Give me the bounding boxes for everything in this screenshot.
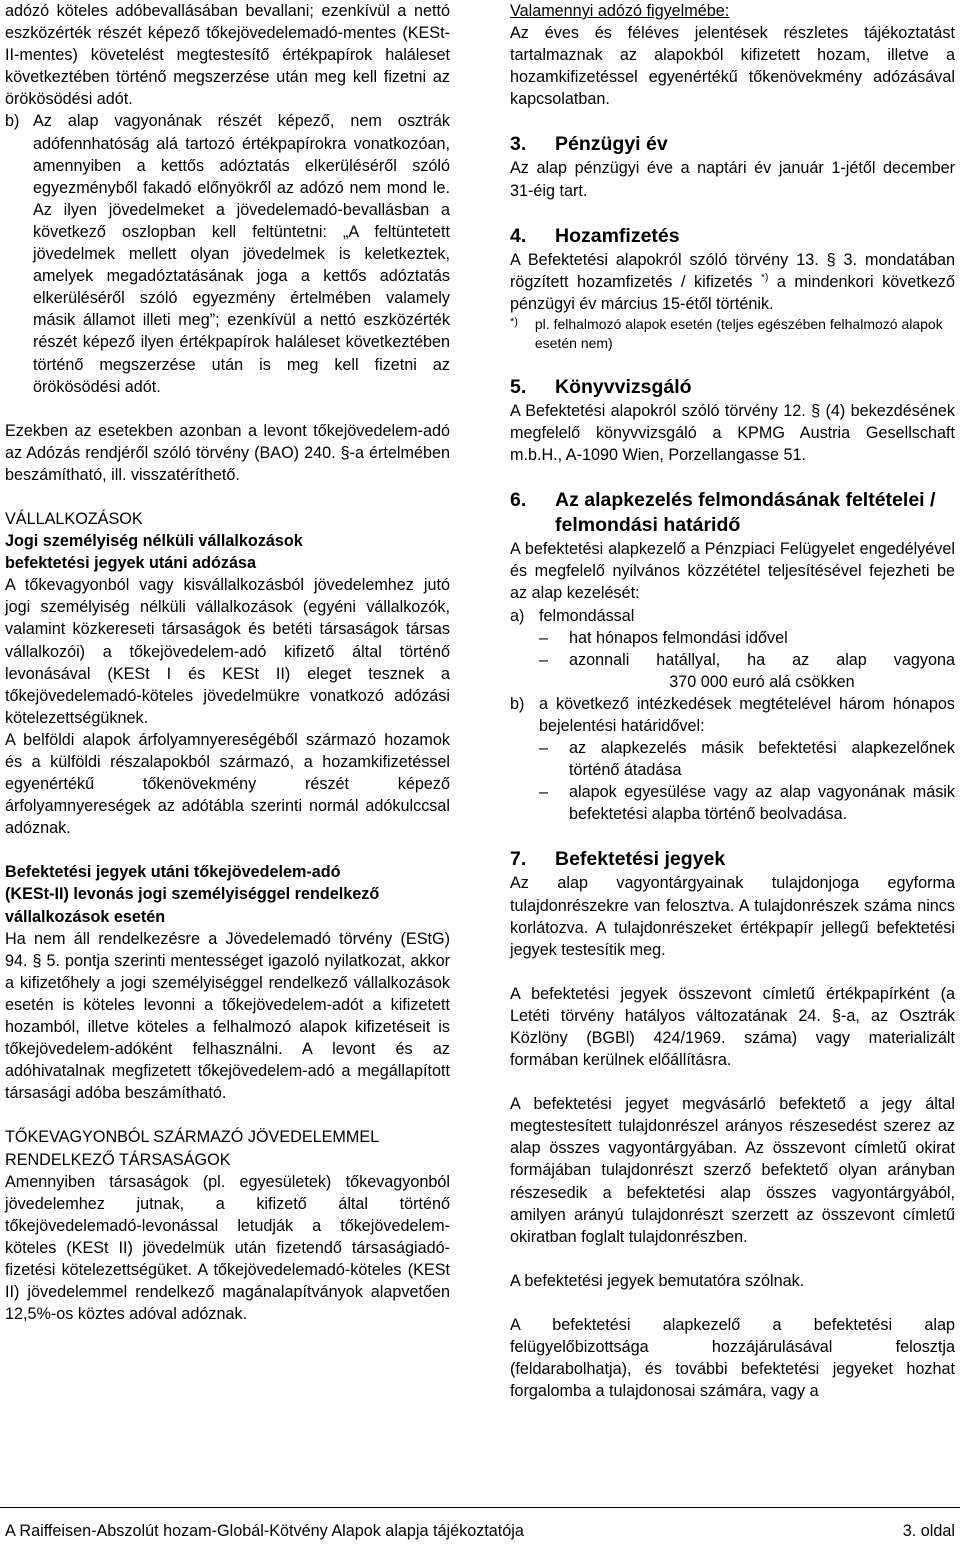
heading-tarsasagok-1: TŐKEVAGYONBÓL SZÁRMAZÓ JÖVEDELEMMEL — [5, 1128, 380, 1147]
paragraph-intro: adózó köteles adóbevallásában bevallani; ezenkívül a nettó eszközérték részét képező tőkejövedelemadó-mentes (KESt-II-mentes) követelést megtestesítő értékpapírok haláleset következtében történő megszerzése után meg kell fizetni az örökösödési adót. — [5, 2, 450, 109]
paragraph-b: Az alap vagyonának részét képező, nem osztrák adófennhatóság alá tartozó értékpapírokra vonatkozóan, amennyiben a kettős adóztatás elkerüléséről szóló egyezményből fakadó előnyökről az adózó nem mond le. Az ilyen jövedelmeket a jövedelemadó-bevallásban a következő oszlopban kell feltüntetni: „A feltüntetett jövedelmek mellett olyan jövedelmek is keletkeztek, amelyek megadóztatásának joga a kettős adóztatás elkerüléséről szóló egyezmény értelmében valamely másik államot illeti meg”; ezenkívül a nettó eszközérték részét képező ilyen értékpapírok haláleset következtében történő megszerzése után is meg kell fizetni az örökösödési adót. — [33, 112, 450, 396]
list-text-b-right: a következő intézkedések megtételével három hónapos bejelentési határidővel: — [539, 694, 955, 735]
heading-kest-3: vállalkozások esetén — [5, 907, 166, 926]
footnote-marker: *) — [761, 272, 769, 284]
section-4-text-a: A Befektetési alapokról szóló törvény 13. § 3. mondatában rögzített hozamfizetés / kifizetés — [510, 250, 955, 291]
section-7-number: 7. — [510, 848, 527, 871]
list-dash-item — [510, 737, 955, 781]
page-number: 3. oldal — [902, 1522, 955, 1540]
section-3-heading — [510, 132, 955, 157]
paragraph-section-4 — [510, 249, 955, 315]
section-6-heading — [510, 488, 955, 538]
section-3-title: Pénzügyi év — [555, 133, 668, 156]
footnote — [510, 315, 955, 353]
dash-bullet: – — [539, 739, 549, 758]
dash-text-line-1: azonnali hatállyal, ha az alap vagyona — [569, 650, 955, 669]
subheading-vallalkozasok-2: befektetési jegyek utáni adózása — [5, 554, 257, 573]
section-4-heading — [510, 224, 955, 249]
section-7-title: Befektetési jegyek — [555, 848, 726, 871]
list-text-a: felmondással — [539, 606, 635, 625]
list-label-b: b) — [5, 112, 20, 131]
paragraph-belfoldi: A belföldi alapok árfolyamnyereségéből származó hozamok és a külföldi részalapokból származó, a hozamkifizetéssel egyenértékű tőkenövekmény részét képező árfolyamnyereségek az adótábla szerinti normál adókulccsal adóznak. — [5, 730, 450, 838]
section-4-text-b: a mindenkori következő pénzügyi év március 15-étől történik. — [510, 272, 956, 313]
paragraph-section-5: A Befektetési alapokról szóló törvény 12. § (4) bekezdésének megfelelő könyvvizsgáló a KPMG Austria Gesellschaft m.b.H., A-1090 Wien, Porzellangasse 51. — [510, 401, 955, 465]
paragraph-kest: Ha nem áll rendelkezésre a Jövedelemadó törvény (EStG) 94. § 5. pontja szerinti mentességet igazoló nyilatkozat, akkor a kifizetőhely a jogi személyiséggel rendelkező vállalkozások esetén is köteles levonni a tőkejövedelem-adót a kifizetett hozamból, illetve köteles a felhalmozó alapok kifizetéseit is tőkejövedelem-adóként felhasználni. A levont és az adóhivatalnak megfizetett tőkejövedelem-adó a megállapított társasági adóba beszámítható. — [5, 929, 450, 1103]
list-dash-item — [510, 627, 955, 649]
dash-text: hat hónapos felmondási idővel — [569, 628, 788, 647]
dash-text — [569, 649, 955, 693]
list-label-b-right: b) — [510, 694, 525, 713]
section-7-heading — [510, 847, 955, 872]
heading-kest-2: (KESt-II) levonás jogi személyiséggel rendelkező — [5, 885, 380, 904]
dash-bullet: – — [539, 650, 549, 669]
paragraph-section-7-1: Az alap vagyontárgyainak tulajdonjoga egyforma tulajdonrészekre van felosztva. A tulajdonrészek száma nincs korlátozva. A tulajdonrészeket értékpapír jellegű befektetési jegyek testesítik meg. — [510, 874, 955, 959]
heading-vallalkozasok: VÁLLALKOZÁSOK — [5, 509, 143, 528]
footer-title: A Raiffeisen-Abszolút hozam-Globál-Kötvény Alapok alapja tájékoztatója — [5, 1522, 524, 1540]
list-dash-item — [510, 649, 955, 693]
section-5-title: Könyvvizsgáló — [555, 375, 692, 398]
paragraph-section-7-5: A befektetési alapkezelő a befektetési alap felügyelőbizottsága hozzájárulásával felosztja (feldarabolhatja), és további befektetési jegyeket hozhat forgalomba a tulajdonosai számára, vagy a — [510, 1315, 955, 1401]
paragraph-section-7-4: A befektetési jegyek bemutatóra szólnak. — [510, 1271, 805, 1290]
dash-text: az alapkezelés másik befektetési alapkezelőnek történő átadása — [569, 739, 955, 780]
subheading-vallalkozasok-1: Jogi személyiség nélküli vállalkozások — [5, 532, 303, 551]
section-5-number: 5. — [510, 375, 527, 398]
page-footer — [5, 1521, 955, 1541]
dash-bullet: – — [539, 783, 549, 802]
section-5-heading — [510, 375, 955, 400]
dash-text-line-2: 370 000 euró alá csökken — [669, 672, 855, 691]
paragraph-section-3: Az alap pénzügyi éve a naptári év január 1-jétől december 31-éig tart. — [510, 159, 955, 200]
list-item-b — [5, 110, 450, 397]
list-item-b-right — [510, 693, 955, 737]
paragraph-attention: Az éves és féléves jelentések részletes tájékoztatást tartalmaznak az alapokból kifizetett hozam, illetve a hozamkifizetéssel egyenértékű tőkenövekmény adózásával kapcsolatban. — [510, 24, 955, 109]
footnote-text: pl. felhalmozó alapok esetén (teljes egészében felhalmozó alapok esetén nem) — [534, 315, 943, 351]
right-column — [510, 0, 955, 1402]
paragraph-ezekben: Ezekben az esetekben azonban a levont tőkejövedelem-adó az Adózás rendjéről szóló törvény (BAO) 240. §-a értelmében beszámítható, ill. visszatéríthető. — [5, 421, 450, 484]
footer-divider — [0, 1507, 960, 1508]
footnote-mark: *) — [510, 315, 518, 328]
left-column — [5, 0, 450, 1325]
section-3-number: 3. — [510, 133, 527, 156]
paragraph-tarsasagok: Amennyiben társaságok (pl. egyesületek) tőkevagyonból jövedelemhez jutnak, a kifizető által történő tőkejövedelemadó-levonással letudják a tőkejövedelem-köteles (KESt II) jövedelmük után fizetendő társaságiadó-fizetési kötelezettségüket. A tőkejövedelemadó-köteles (KESt II) jövedelemmel rendelkező magánalapítványok alapvetően 12,5%-os köztes adóval adóznak. — [5, 1172, 450, 1324]
paragraph-tokevagyon: A tőkevagyonból vagy kisvállalkozásból jövedelemhez jutó jogi személyiség nélküli vállalkozások (egyéni vállalkozók, valamint közkereseti társaságok és betéti társaságok társas vállalkozói) a tőkejövedelem-adó kifizető által történő levonásával (KESt I és KESt II) eleget tesznek a tőkejövedelemadó-köteles jövedelmükre vonatkozó adózási kötelezettségüknek. — [5, 576, 450, 727]
section-4-number: 4. — [510, 224, 527, 247]
list-label-a: a) — [510, 606, 525, 625]
heading-kest-1: Befektetési jegyek utáni tőkejövedelem-adó — [5, 863, 341, 882]
paragraph-section-7-3: A befektetési jegyet megvásárló befektető a jegy által megtestesített tulajdonrészel arányos részesedést szerez az alap összes vagyontárgyában. Az összevont címletű okirat formájában tulajdonrészt szerző befektető olyan arányban részesedik a befektetési alap összes vagyontárgyából, amilyen arányú tulajdonrészt szerzett az összevont címletű okiratban foglalt tulajdonrészben. — [510, 1095, 955, 1246]
section-6-title: Az alapkezelés felmondásának feltételei / felmondási határidő — [555, 489, 936, 537]
list-item-a — [510, 605, 955, 627]
section-6-number: 6. — [510, 489, 527, 512]
paragraph-section-7-2: A befektetési jegyek összevont címletű értékpapírként (a Letéti törvény hatályos változatának 24. §-a, az Osztrák Közlöny (BGBl) 424/1969. száma) vagy materializált formában kerülnek előállításra. — [510, 984, 955, 1070]
dash-bullet: – — [539, 628, 549, 647]
list-dash-item — [510, 781, 955, 825]
heading-tarsasagok-2: RENDELKEZŐ TÁRSASÁGOK — [5, 1150, 231, 1169]
paragraph-section-6: A befektetési alapkezelő a Pénzpiaci Felügyelet engedélyével és megfelelő nyilvános közzététel teljesítésével fejezheti be az alap kezelését: — [510, 540, 955, 603]
dash-text: alapok egyesülése vagy az alap vagyonának másik befektetési alapba történő beolvadása. — [569, 783, 955, 824]
section-4-title: Hozamfizetés — [555, 224, 680, 247]
heading-attention: Valamennyi adózó figyelmébe: — [510, 2, 730, 20]
